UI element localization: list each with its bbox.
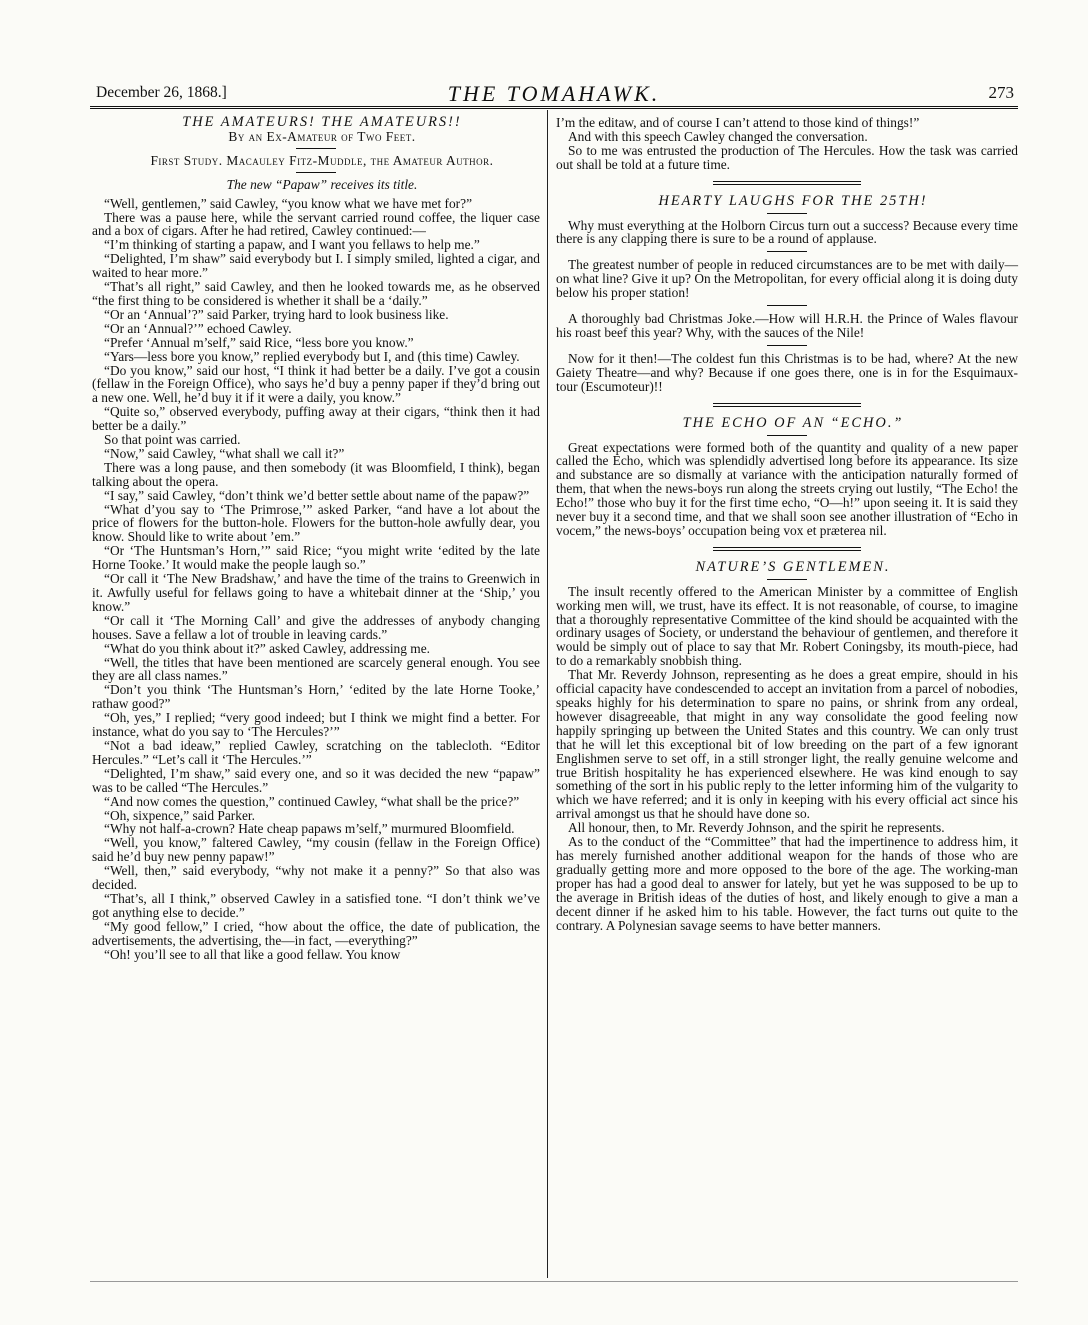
paragraph: All honour, then, to Mr. Reverdy Johnson, and the spirit he represents. [568, 820, 945, 836]
paragraph: There was a pause here, while the servant carried round coffee, the liquer case and a box of cigars. After he had retired, Cawley continued:— [92, 209, 540, 239]
paragraph: “Well, then,” said everybody, “why not make it a penny?” So that also was decided. [92, 863, 540, 893]
short-rule [296, 172, 336, 173]
paragraph: “Prefer ‘Annual m’self,” said Rice, “less bore you know.” [104, 334, 414, 350]
paragraph: There was a long pause, and then somebody (it was Bloomfield, I think), began talking about the opera. [92, 459, 540, 489]
paragraph: And with this speech Cawley changed the conversation. [568, 128, 868, 144]
paragraph: The greatest number of people in reduced circumstances are to be met with daily—on what line? Give it up? On the Metropolitan, for every official along it is doing duty below his proper station! [556, 257, 1018, 301]
paragraph: The insult recently offered to the American Minister by a committee of English working men will, we trust, have its effect. It is not reasonable, of course, to imagine that a thoroughly representative Committee of the kind should be acquainted with the ordinary usages of Society, or understand the behaviour of gentlemen, and therefore it would be simply out of place to say that Mr. Robert Coningsby, its mouth-piece, had to do a remarkably snobbish thing. [556, 583, 1018, 669]
paragraph: I’m the editaw, and of course I can’t attend to those kind of things!” [556, 115, 920, 130]
paragraph: “Or ‘The Huntsman’s Horn,’” said Rice; “you might write ‘edited by the late Horne Tooke.’ It would make the people laugh so.” [92, 543, 540, 573]
paragraph: “Oh, yes,” I replied; “very good indeed; but I think we might find a better. For instance, what do you say to ‘The Hercules?’” [92, 710, 540, 740]
paragraph: “Delighted, I’m shaw,” said every one, and so it was decided the new “papaw” was to be called “The Hercules.” [92, 765, 540, 795]
paragraph: “That’s all right,” said Cawley, and then he looked towards me, as he observed “the first thing to be considered is whether it shall be a ‘daily.” [92, 279, 540, 308]
article-title-amateurs: THE AMATEURS! THE AMATEURS!! [182, 114, 462, 130]
short-rule [767, 579, 807, 580]
paragraph: “I say,” said Cawley, “don’t think we’d better settle about name of the papaw?” [104, 487, 530, 503]
paragraph: “And now comes the question,” continued Cawley, “what shall be the price?” [104, 793, 520, 809]
article-title-natures-gentlemen: NATURE’S GENTLEMEN. [695, 558, 891, 575]
short-rule [767, 435, 807, 436]
right-column [556, 116, 1018, 932]
double-rule [713, 547, 861, 551]
paragraph: “Why not half-a-crown? Hate cheap papaws m’self,” murmured Bloomfield. [104, 821, 515, 837]
paragraph: Now for it then!—The coldest fun this Christmas is to be had, where? At the new Gaiety Theatre—and why? Because if one goes there, one is in for the Esquimaux-tour (Escumoteur)!! [556, 350, 1018, 394]
double-rule [713, 403, 861, 407]
paragraph: Why must everything at the Holborn Circus turn out a success? Because every time there is any clapping there is sure to be a round of applause. [556, 217, 1018, 247]
short-rule [296, 148, 336, 149]
paragraph: “Or an ‘Annual’?” said Parker, trying hard to look business like. [104, 306, 449, 322]
echo-body [556, 441, 1018, 538]
article-title-echo: THE ECHO OF AN “ECHO.” [682, 414, 904, 431]
article-byline: By an Ex-Amateur of Two Feet. [228, 128, 416, 144]
article-title-hearty-laughs: HEARTY LAUGHS FOR THE 25TH! [658, 192, 928, 209]
paragraph: “Or call it ‘The New Bradshaw,’ and have the time of the trains to Greenwich in it. Awfully useful for fellaws going to have a whitebait dinner at the ‘Ship,’ you know.” [92, 571, 540, 614]
paragraph: As to the conduct of the “Committee” that had the impertinence to address him, it has merely furnished another additional weapon for the hands of those who are gradually getting more and more opposed to the bore of the age. The working-man proper has had a good deal to answer for lately, but yet he was supposed to be up to the average in British ideas of the duties of host, and likely enough to give a man a decent dinner if he asked him to his table. However, the fact turns out quite to the contrary. A Polynesian savage seems to have better manners. [556, 834, 1018, 933]
paragraph: “Well, you know,” faltered Cawley, “my cousin (fellaw in the Foreign Office) said he’d buy new penny papaw!” [92, 835, 540, 865]
paragraph: “My good fellow,” I cried, “how about the office, the date of publication, the advertisements, the advertising, the—in fact, —everything?” [92, 918, 540, 948]
paragraph: So to me was entrusted the production of The Hercules. How the task was carried out shall be told at a future time. [556, 142, 1018, 172]
left-column [92, 116, 540, 961]
issue-date: December 26, 1868.] [96, 84, 227, 101]
header-rule [90, 108, 1018, 109]
paragraph: “Not a bad ideaw,” replied Cawley, scratching on the tablecloth. “Editor Hercules.” “Let’s call it ‘The Hercules.’” [92, 737, 540, 767]
paragraph: That Mr. Reverdy Johnson, representing as he does a great empire, should in his official capacity have condescended to accept an invitation from a parcel of nobodies, speaks highly for his determination to spare no pains, or shrink from any ordeal, however disagreeable, that might in any way consolidate the good feeling now happily springing up between the United States and this country. We can only trust that he will let this exceptional bit of low breeding on the part of a few ignorant Englishmen serve to set off, in a still stronger light, the really genuine welcome and true British hospitality he has experienced elsewhere. He was kind enough to say something of the sort in his public reply to the letter informing him of the vulgarity to which we have referred; and it is only in keeping with his every official act since his arrival amongst us that he should have done so. [556, 667, 1018, 822]
paragraph: “I’m thinking of starting a papaw, and I want you fellaws to help me.” [104, 237, 480, 253]
study-heading: First Study. Macauley Fitz-Muddle, the Amateur Author. [150, 152, 494, 168]
paragraph: “Quite so,” observed everybody, puffing away at their cigars, “think then it had better be a daily.” [92, 404, 540, 434]
paragraph: So that point was carried. [104, 432, 241, 448]
short-rule [767, 305, 807, 306]
page-number: 273 [988, 83, 1014, 102]
footer-rule [90, 1281, 1018, 1282]
paragraph: “Do you know,” said our host, “I think it had better be a daily. I’ve got a cousin (fellaw in the Foreign Office), who says he’d buy a penny paper if they’d bring out a new one. Well, he’d buy it if it were a daily, you know.” [92, 362, 540, 406]
paragraph: “Now,” said Cawley, “what shall we call it?” [104, 445, 345, 461]
paragraph: “What d’you say to ‘The Primrose,’” asked Parker, “and have a lot about the price of flowers for the button-hole. Flowers for the button-hole awfully dear, you know. Should like to write about ’em.” [92, 501, 540, 545]
paragraph: “Oh! you’ll see to all that like a good fellaw. You know [104, 946, 401, 962]
paragraph: “That’s, all I think,” observed Cawley in a satisfied tone. “I don’t think we’ve got anything else to decide.” [92, 890, 540, 920]
natures-gentlemen-body [556, 585, 1018, 933]
paragraph: “Don’t you think ‘The Huntsman’s Horn,’ ‘edited by the late Horne Tooke,’ rathaw good?” [92, 682, 540, 712]
paragraph: “Or an ‘Annual?’” echoed Cawley. [104, 320, 292, 336]
double-rule [713, 181, 861, 185]
paragraph: “Delighted, I’m shaw” said everybody but I. I simply smiled, lighted a cigar, and waited to hear more.” [92, 251, 540, 281]
paragraph: “What do you think about it?” asked Cawley, addressing me. [104, 640, 430, 656]
paragraph: Great expectations were formed both of the quantity and quality of a new paper called the Echo, which was splendidly advertised long before its appearance. Its size and substance are so dismally at variance with the anticipation naturally formed of them, that when the news-boys run along the streets crying out lustily, “The Echo! the Echo!” those who buy it for the first time echo, “O—h!” upon seeing it. It is said they never buy it a second time, and that we shall soon see another illustration of “Echo in vocem,” the news-boys’ occupation being vox et præterea nil. [556, 439, 1018, 538]
paragraph: “Or call it ‘The Morning Call’ and give the addresses of anybody changing houses. Save a fellaw a lot of trouble in leaving cards.” [92, 612, 540, 642]
amateurs-body [92, 197, 540, 962]
short-rule [767, 213, 807, 214]
page-header [90, 76, 1018, 107]
column-divider [547, 110, 548, 1278]
paragraph: “Well, gentlemen,” said Cawley, “you know what we have met for?” [104, 195, 473, 211]
paragraph: A thoroughly bad Christmas Joke.—How will H.R.H. the Prince of Wales flavour his roast beef this year? Why, with the sauces of the Nile! [556, 311, 1018, 340]
short-rule [767, 345, 807, 346]
short-rule [767, 251, 807, 252]
paragraph: “Oh, sixpence,” said Parker. [104, 807, 255, 823]
article-subtitle: The new “Papaw” receives its title. [226, 176, 418, 192]
hearty-laughs-items [556, 219, 1018, 394]
amateurs-continuation [556, 116, 1018, 172]
paragraph: “Yars—less bore you know,” replied everybody but I, and (this time) Cawley. [104, 348, 520, 364]
masthead-title: THE TOMAHAWK. [447, 81, 661, 106]
paragraph: “Well, the titles that have been mentioned are scarcely general enough. You see they are all class names.” [92, 654, 540, 684]
